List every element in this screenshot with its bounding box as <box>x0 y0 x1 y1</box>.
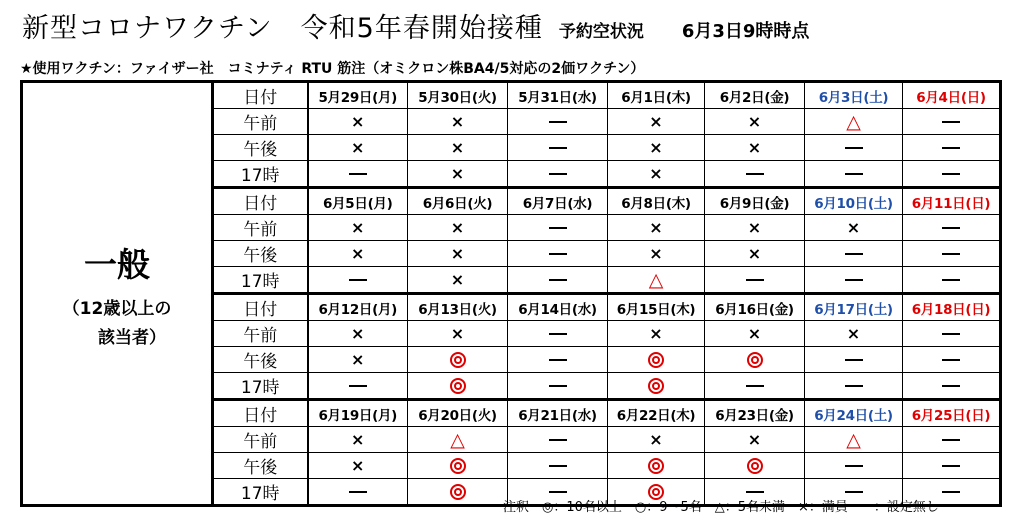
date-cell: 6月1日(木) <box>608 82 705 109</box>
not-set-mark <box>845 279 863 281</box>
slot-cell <box>308 161 408 188</box>
slot-cell <box>705 161 805 188</box>
slot-cell <box>705 453 805 479</box>
many-available-mark <box>450 458 466 474</box>
few-left-mark: △ <box>450 428 465 451</box>
slot-cell <box>805 161 903 188</box>
full-mark: × <box>846 218 861 237</box>
row-label-am: 午前 <box>213 215 308 241</box>
slot-cell <box>903 321 1001 347</box>
slot-cell <box>608 373 705 400</box>
slot-cell <box>408 109 508 135</box>
few-left-mark: △ <box>846 110 861 133</box>
slot-cell <box>308 479 408 506</box>
date-cell: 6月24日(土) <box>805 400 903 427</box>
slot-cell <box>408 135 508 161</box>
slot-cell <box>705 427 805 453</box>
slot-cell <box>805 453 903 479</box>
full-mark: × <box>649 430 663 449</box>
slot-cell <box>308 109 408 135</box>
not-set-mark <box>549 253 567 255</box>
many-available-mark <box>648 378 664 394</box>
slot-cell <box>705 241 805 267</box>
slot-cell <box>408 267 508 294</box>
date-cell: 6月4日(日) <box>903 82 1001 109</box>
slot-cell <box>608 427 705 453</box>
not-set-mark <box>942 385 960 387</box>
page-title: 新型コロナワクチン 令和5年春開始接種 <box>22 13 543 44</box>
not-set-mark <box>845 385 863 387</box>
row-label-date: 日付 <box>213 188 308 215</box>
not-set-mark <box>845 253 863 255</box>
slot-cell <box>805 215 903 241</box>
slot-cell <box>508 373 608 400</box>
row-label-am: 午前 <box>213 109 308 135</box>
many-available-mark <box>747 352 763 368</box>
slot-cell <box>705 321 805 347</box>
full-mark: × <box>747 218 762 237</box>
row-label-pm: 午後 <box>213 135 308 161</box>
slot-cell <box>608 267 705 294</box>
full-mark: × <box>649 218 663 237</box>
not-set-mark <box>549 465 567 467</box>
slot-cell <box>308 427 408 453</box>
not-set-mark <box>942 439 960 441</box>
slot-cell <box>508 427 608 453</box>
category-cell <box>22 82 213 506</box>
slot-cell <box>705 135 805 161</box>
vaccine-info: ★使用ワクチン：ファイザー社 コミナティ RTU 筋注（オミクロン株BA4/5対応の2価ワクチン） <box>20 61 645 77</box>
category-label-box <box>23 239 211 348</box>
full-mark: × <box>450 244 465 263</box>
few-left-mark: △ <box>648 268 664 291</box>
not-set-mark <box>746 173 764 175</box>
many-available-mark <box>450 352 466 368</box>
not-set-mark <box>942 147 960 149</box>
category-title: 一般 <box>84 245 150 284</box>
full-mark: × <box>450 112 465 131</box>
slot-cell <box>308 321 408 347</box>
full-mark: × <box>351 138 365 157</box>
slot-cell <box>805 267 903 294</box>
date-cell: 6月9日(金) <box>705 188 805 215</box>
slot-cell <box>705 373 805 400</box>
slot-cell <box>805 373 903 400</box>
full-mark: × <box>649 164 663 183</box>
date-cell: 5月31日(水) <box>508 82 608 109</box>
legend-notes: 注釈 ◎：10名以上 ○：9～5名 △：5名未満 ×：満員 －：設定無し <box>503 500 939 515</box>
date-cell: 6月19日(月) <box>308 400 408 427</box>
not-set-mark <box>746 279 764 281</box>
full-mark: × <box>747 430 762 449</box>
slot-cell <box>805 347 903 373</box>
not-set-mark <box>549 491 567 493</box>
date-cell: 6月18日(日) <box>903 294 1001 321</box>
row-label-date: 日付 <box>213 294 308 321</box>
slot-cell <box>408 427 508 453</box>
row-label-pm: 午後 <box>213 453 308 479</box>
slot-cell <box>903 427 1001 453</box>
slot-cell <box>903 109 1001 135</box>
not-set-mark <box>549 121 567 123</box>
not-set-mark <box>549 173 567 175</box>
slot-cell <box>608 109 705 135</box>
slot-cell <box>308 347 408 373</box>
not-set-mark <box>845 147 863 149</box>
slot-cell <box>608 215 705 241</box>
date-cell: 6月21日(水) <box>508 400 608 427</box>
full-mark: × <box>351 350 365 369</box>
date-cell: 6月2日(金) <box>705 82 805 109</box>
not-set-mark <box>549 359 567 361</box>
row-label-eve: 17時 <box>213 479 308 506</box>
page-subtitle: 予約空状況 <box>558 22 644 42</box>
date-cell: 6月16日(金) <box>705 294 805 321</box>
date-header-row <box>22 82 1001 109</box>
row-label-am: 午前 <box>213 321 308 347</box>
date-cell: 6月17日(土) <box>805 294 903 321</box>
slot-cell <box>408 161 508 188</box>
full-mark: × <box>649 112 663 131</box>
full-mark: × <box>450 270 465 289</box>
category-note-line1: （12歳以上の <box>62 299 172 319</box>
slot-cell <box>408 241 508 267</box>
full-mark: × <box>351 244 365 263</box>
slot-cell <box>508 267 608 294</box>
row-label-pm: 午後 <box>213 241 308 267</box>
date-cell: 6月11日(日) <box>903 188 1001 215</box>
slot-cell <box>608 161 705 188</box>
not-set-mark <box>549 279 567 281</box>
date-cell: 6月25日(日) <box>903 400 1001 427</box>
slot-cell <box>805 427 903 453</box>
date-cell: 6月23日(金) <box>705 400 805 427</box>
full-mark: × <box>351 112 365 131</box>
slot-cell <box>508 453 608 479</box>
slot-cell <box>408 479 508 506</box>
schedule-table <box>20 80 1002 507</box>
many-available-mark <box>648 458 664 474</box>
many-available-mark <box>648 352 664 368</box>
date-cell: 6月7日(水) <box>508 188 608 215</box>
many-available-mark <box>450 484 466 500</box>
slot-cell <box>508 135 608 161</box>
date-cell: 6月6日(火) <box>408 188 508 215</box>
few-left-mark: △ <box>846 428 861 451</box>
slot-cell <box>805 109 903 135</box>
date-cell: 6月20日(火) <box>408 400 508 427</box>
not-set-mark <box>942 173 960 175</box>
not-set-mark <box>845 359 863 361</box>
date-cell: 6月14日(水) <box>508 294 608 321</box>
full-mark: × <box>351 430 365 449</box>
not-set-mark <box>942 227 960 229</box>
date-cell: 6月15日(木) <box>608 294 705 321</box>
not-set-mark <box>942 491 960 493</box>
not-set-mark <box>549 227 567 229</box>
slot-cell <box>308 373 408 400</box>
slot-cell <box>308 215 408 241</box>
full-mark: × <box>747 324 762 343</box>
not-set-mark <box>349 491 367 493</box>
title-row <box>22 6 1012 48</box>
not-set-mark <box>746 491 764 493</box>
slot-cell <box>608 453 705 479</box>
full-mark: × <box>747 138 762 157</box>
slot-cell <box>608 241 705 267</box>
slot-cell <box>903 453 1001 479</box>
timestamp: 6月3日9時時点 <box>681 21 810 42</box>
not-set-mark <box>942 121 960 123</box>
slot-cell <box>508 347 608 373</box>
row-label-pm: 午後 <box>213 347 308 373</box>
slot-cell <box>308 267 408 294</box>
slot-cell <box>705 109 805 135</box>
not-set-mark <box>942 333 960 335</box>
slot-cell <box>408 453 508 479</box>
date-cell: 5月29日(月) <box>308 82 408 109</box>
slot-cell <box>608 135 705 161</box>
slot-cell <box>903 161 1001 188</box>
full-mark: × <box>450 218 465 237</box>
full-mark: × <box>450 138 465 157</box>
slot-cell <box>903 135 1001 161</box>
not-set-mark <box>349 279 367 281</box>
slot-cell <box>903 373 1001 400</box>
slot-cell <box>408 373 508 400</box>
slot-cell <box>308 135 408 161</box>
slot-cell <box>608 347 705 373</box>
row-label-eve: 17時 <box>213 161 308 188</box>
date-cell: 6月5日(月) <box>308 188 408 215</box>
not-set-mark <box>746 385 764 387</box>
not-set-mark <box>549 333 567 335</box>
date-cell: 6月10日(土) <box>805 188 903 215</box>
row-label-date: 日付 <box>213 82 308 109</box>
slot-cell <box>705 215 805 241</box>
full-mark: × <box>649 244 663 263</box>
row-label-eve: 17時 <box>213 267 308 294</box>
slot-cell <box>308 241 408 267</box>
date-cell: 6月8日(木) <box>608 188 705 215</box>
not-set-mark <box>845 173 863 175</box>
row-label-am: 午前 <box>213 427 308 453</box>
slot-cell <box>903 241 1001 267</box>
row-label-eve: 17時 <box>213 373 308 400</box>
not-set-mark <box>549 439 567 441</box>
full-mark: × <box>450 164 465 183</box>
full-mark: × <box>649 138 663 157</box>
not-set-mark <box>549 385 567 387</box>
slot-cell <box>705 267 805 294</box>
not-set-mark <box>942 253 960 255</box>
not-set-mark <box>845 491 863 493</box>
category-note-line2: 該当者） <box>98 328 166 348</box>
many-available-mark <box>747 458 763 474</box>
date-cell: 6月22日(木) <box>608 400 705 427</box>
not-set-mark <box>349 385 367 387</box>
slot-cell <box>705 347 805 373</box>
full-mark: × <box>450 324 465 343</box>
slot-cell <box>805 321 903 347</box>
full-mark: × <box>351 456 365 475</box>
slot-cell <box>903 215 1001 241</box>
full-mark: × <box>351 324 365 343</box>
full-mark: × <box>747 112 762 131</box>
slot-cell <box>308 453 408 479</box>
not-set-mark <box>942 465 960 467</box>
slot-cell <box>408 321 508 347</box>
slot-cell <box>408 215 508 241</box>
not-set-mark <box>942 359 960 361</box>
date-cell: 6月3日(土) <box>805 82 903 109</box>
full-mark: × <box>747 244 762 263</box>
slot-cell <box>805 135 903 161</box>
full-mark: × <box>351 218 365 237</box>
row-label-date: 日付 <box>213 400 308 427</box>
slot-cell <box>508 215 608 241</box>
full-mark: × <box>846 324 861 343</box>
slot-cell <box>608 321 705 347</box>
not-set-mark <box>942 279 960 281</box>
slot-cell <box>903 267 1001 294</box>
slot-cell <box>903 347 1001 373</box>
date-cell: 6月13日(火) <box>408 294 508 321</box>
slot-cell <box>805 241 903 267</box>
slot-cell <box>408 347 508 373</box>
many-available-mark <box>450 378 466 394</box>
not-set-mark <box>549 147 567 149</box>
not-set-mark <box>845 465 863 467</box>
full-mark: × <box>649 324 663 343</box>
not-set-mark <box>349 173 367 175</box>
slot-cell <box>508 241 608 267</box>
date-cell: 6月12日(月) <box>308 294 408 321</box>
slot-cell <box>508 161 608 188</box>
slot-cell <box>508 109 608 135</box>
date-cell: 5月30日(火) <box>408 82 508 109</box>
slot-cell <box>508 321 608 347</box>
